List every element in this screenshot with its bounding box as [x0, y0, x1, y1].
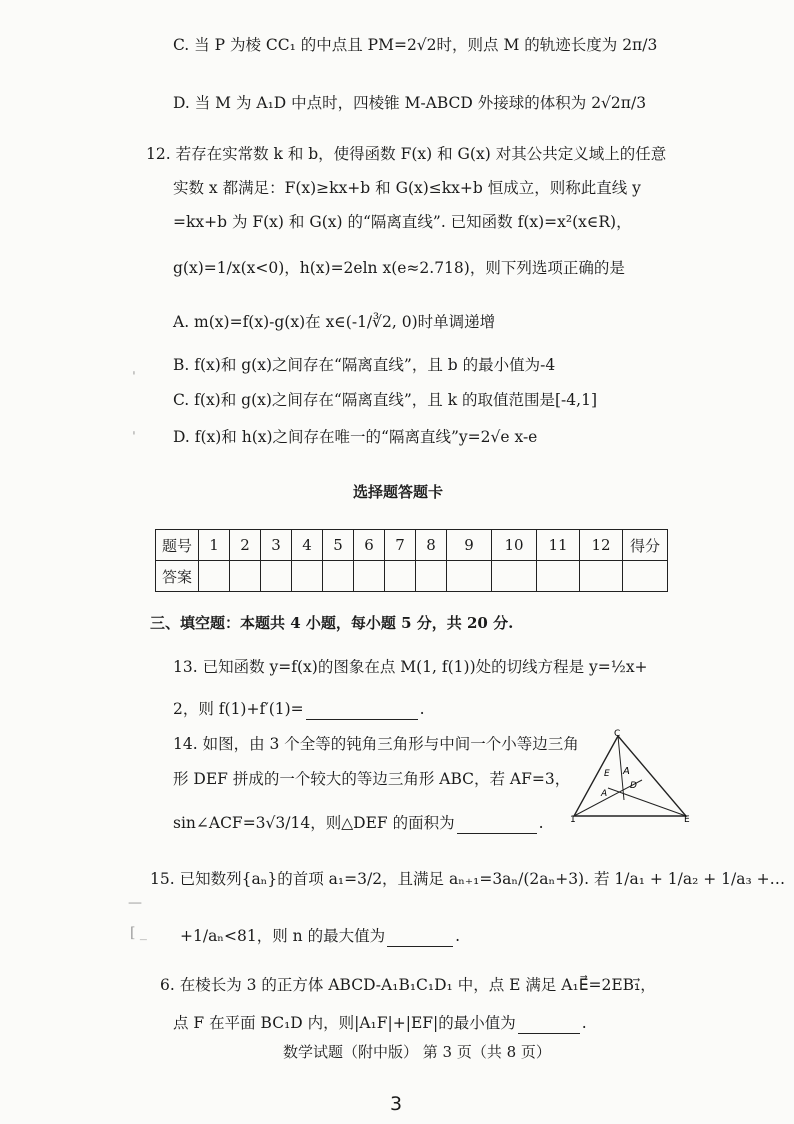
q15-line1: 15. 已知数列{aₙ}的首项 a₁=3/2，且满足 aₙ₊₁=3aₙ/(2aₙ+3). 若 1/a₁ + 1/a₂ + 1/a₃ +… — [150, 870, 786, 888]
question-number-cell: 1 — [199, 530, 230, 561]
q13-period: . — [419, 700, 425, 718]
answer-cell[interactable] — [292, 561, 323, 592]
answer-cell[interactable] — [492, 561, 537, 592]
q15-period: . — [455, 927, 461, 945]
question-number-cell: 10 — [492, 530, 537, 561]
q12-stem-line2: 实数 x 都满足：F(x)≥kx+b 和 G(x)≤kx+b 恒成立，则称此直线 y — [173, 179, 641, 197]
fig-label-a2: A — [601, 789, 608, 799]
q13-text: 2，则 f(1)+f′(1)= — [173, 700, 304, 718]
question-number-cell: 9 — [447, 530, 492, 561]
question-number-cell: 8 — [416, 530, 447, 561]
outer-triangle — [574, 736, 686, 816]
scan-mark: ˈ — [132, 430, 136, 446]
fig-label-e: E — [604, 769, 610, 779]
fig-label-c: C — [614, 729, 621, 739]
q14-line1: 14. 如图，由 3 个全等的钝角三角形与中间一个小等边三角 — [173, 735, 579, 753]
table-row — [156, 530, 668, 561]
q14-triangle-figure — [568, 728, 698, 824]
answer-cell[interactable] — [447, 561, 492, 592]
answer-cell[interactable] — [354, 561, 385, 592]
answer-cell[interactable] — [323, 561, 354, 592]
question-number-cell: 4 — [292, 530, 323, 561]
question-number-cell: 5 — [323, 530, 354, 561]
section-3-heading: 三、填空题：本题共 4 小题，每小题 5 分，共 20 分. — [150, 614, 514, 632]
answer-cell[interactable] — [416, 561, 447, 592]
q12-option-a: A. m(x)=f(x)-g(x)在 x∈(-1/∛2, 0)时单调递增 — [173, 313, 496, 331]
q16-line2 — [173, 1012, 587, 1034]
q11-option-c: C. 当 P 为棱 CC₁ 的中点且 PM=2√2时，则点 M 的轨迹长度为 2π/3 — [173, 36, 658, 54]
q15-answer-blank[interactable] — [387, 946, 453, 947]
q14-line2: 形 DEF 拼成的一个较大的等边三角形 ABC，若 AF=3， — [173, 770, 571, 788]
q15-text: +1/aₙ<81，则 n 的最大值为 — [180, 927, 386, 945]
q14-answer-blank[interactable] — [457, 833, 537, 834]
page-footer: 数学试题（附中版） 第 3 页（共 8 页） — [283, 1043, 551, 1061]
fig-label-a: A — [623, 766, 630, 777]
q13-answer-blank[interactable] — [306, 719, 418, 720]
q13-line1: 13. 已知函数 y=f(x)的图象在点 M(1, f(1))处的切线方程是 y=½x+ — [173, 658, 648, 676]
fig-label-1: 1 — [570, 815, 576, 824]
answer-label: 答案 — [156, 561, 199, 592]
question-number-label: 题号 — [156, 530, 199, 561]
q12-stem-line1: 12. 若存在实常数 k 和 b，使得函数 F(x) 和 G(x) 对其公共定义域上的任意 — [146, 145, 667, 163]
question-number-cell: 2 — [230, 530, 261, 561]
scan-mark: [ _ — [130, 925, 147, 941]
q12-stem-line4: g(x)=1/x(x<0)，h(x)=2eln x(e≈2.718)，则下列选项正确的是 — [173, 259, 625, 277]
q16-answer-blank[interactable] — [518, 1033, 580, 1034]
answer-card-table — [155, 529, 668, 592]
table-row — [156, 561, 668, 592]
q16-text: 点 F 在平面 BC₁D 内，则|A₁F|+|EF|的最小值为 — [173, 1014, 516, 1032]
q12-option-d: D. f(x)和 h(x)之间存在唯一的“隔离直线”y=2√e x-e — [173, 428, 538, 446]
answer-cell[interactable] — [580, 561, 623, 592]
q16-line1: 6. 在棱长为 3 的正方体 ABCD-A₁B₁C₁D₁ 中，点 E 满足 A₁E⃗=2EB₁⃗， — [160, 976, 656, 994]
answer-cell[interactable] — [537, 561, 580, 592]
question-number-cell: 11 — [537, 530, 580, 561]
q12-option-c: C. f(x)和 g(x)之间存在“隔离直线”，且 k 的取值范围是[-4,1] — [173, 391, 597, 409]
question-number-cell: 7 — [385, 530, 416, 561]
answer-card-title: 选择题答题卡 — [353, 483, 444, 501]
scan-mark: — — [128, 895, 142, 911]
q14-line3 — [173, 812, 544, 834]
answer-cell[interactable] — [261, 561, 292, 592]
q12-stem-line3: =kx+b 为 F(x) 和 G(x) 的“隔离直线”. 已知函数 f(x)=x²(x∈R)， — [173, 213, 632, 231]
score-label: 得分 — [623, 530, 668, 561]
question-number-cell: 6 — [354, 530, 385, 561]
q14-text: sin∠ACF=3√3/14，则△DEF 的面积为 — [173, 814, 455, 832]
score-cell[interactable] — [623, 561, 668, 592]
fig-label-e2: E — [684, 815, 690, 824]
page-number: 3 — [390, 1093, 403, 1115]
question-number-cell: 12 — [580, 530, 623, 561]
q15-line2 — [180, 925, 460, 947]
q11-option-d: D. 当 M 为 A₁D 中点时，四棱锥 M-ABCD 外接球的体积为 2√2π/3 — [173, 94, 647, 112]
q13-line2 — [173, 698, 425, 720]
answer-cell[interactable] — [385, 561, 416, 592]
answer-cell[interactable] — [230, 561, 261, 592]
scan-mark: ˈ — [132, 370, 136, 386]
q14-period: . — [538, 814, 544, 832]
fig-label-d: D — [630, 781, 637, 791]
q12-option-b: B. f(x)和 g(x)之间存在“隔离直线”，且 b 的最小值为-4 — [173, 356, 556, 374]
q16-period: . — [581, 1014, 587, 1032]
question-number-cell: 3 — [261, 530, 292, 561]
answer-cell[interactable] — [199, 561, 230, 592]
